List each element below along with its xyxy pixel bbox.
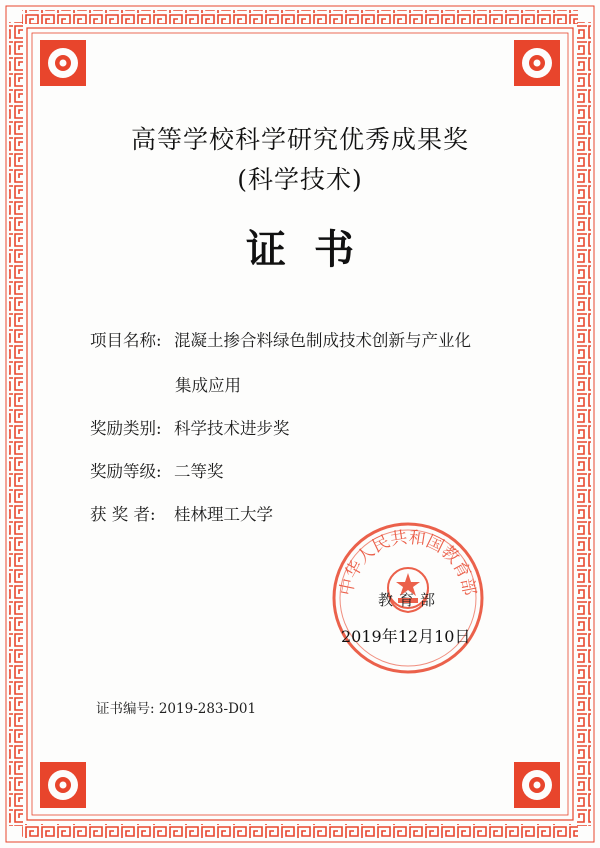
issue-date: 2019年12月10日 xyxy=(341,627,471,646)
winner-value: 桂林理工大学 xyxy=(174,505,273,524)
category-value: 科学技术进步奖 xyxy=(174,419,290,438)
category-row xyxy=(90,415,290,439)
corner-ornament-top-left xyxy=(40,40,86,86)
project-row xyxy=(90,327,471,351)
corner-ornament-bottom-right xyxy=(514,762,560,808)
certificate-number: 证书编号: 2019-283-D01 xyxy=(96,701,257,717)
project-label: 项目名称: xyxy=(90,331,162,350)
winner-label: 获 奖 者: xyxy=(90,505,156,524)
certificate-heading: 证书 xyxy=(246,226,382,273)
seal-text: 中华人民共和国教育部 xyxy=(336,527,480,598)
grade-row xyxy=(90,458,224,482)
category-label: 奖励类别: xyxy=(90,419,162,438)
certificate-title: 高等学校科学研究优秀成果奖 xyxy=(130,125,469,154)
project-value-continued: 集成应用 xyxy=(175,376,241,395)
grade-value: 二等奖 xyxy=(174,462,224,481)
certificate-subtitle: (科学技术) xyxy=(237,165,363,194)
winner-row xyxy=(90,501,273,525)
grade-label: 奖励等级: xyxy=(90,462,162,481)
corner-ornament-bottom-left xyxy=(40,762,86,808)
issuer-name: 教育部 xyxy=(378,591,442,609)
corner-ornament-top-right xyxy=(514,40,560,86)
project-value: 混凝土掺合料绿色制成技术创新与产业化 xyxy=(174,331,471,350)
